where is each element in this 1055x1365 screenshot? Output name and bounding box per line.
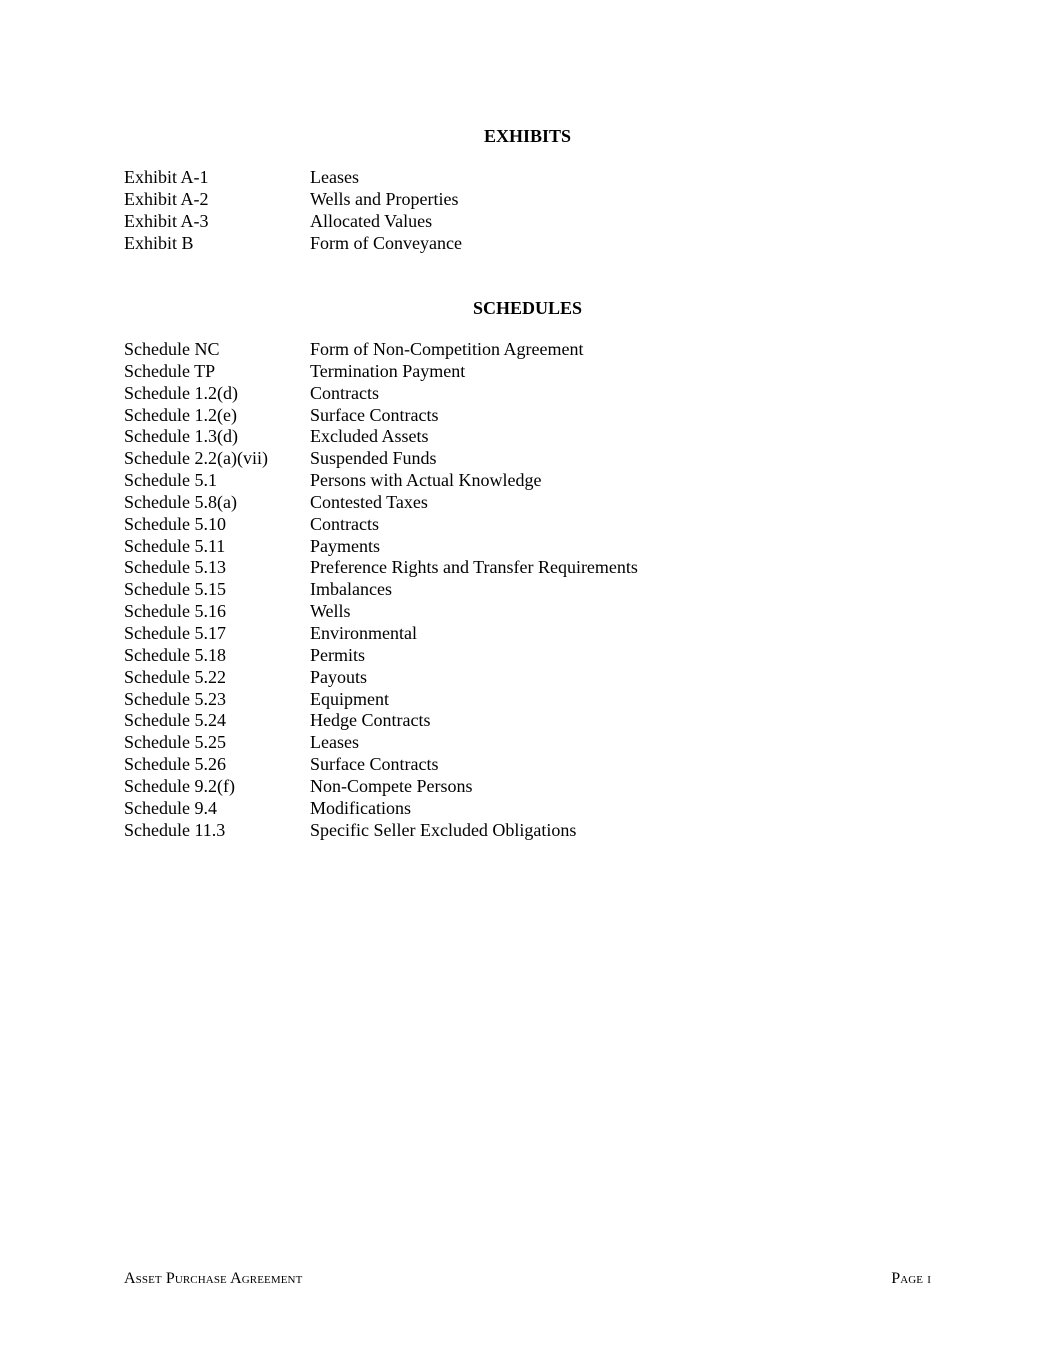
exhibit-entry-title: Wells and Properties — [310, 188, 459, 209]
schedule-entry-title: Termination Payment — [310, 360, 466, 381]
schedule-entry-id: Schedule 1.2(e) — [124, 404, 237, 425]
schedule-entry — [124, 623, 638, 645]
schedule-entry-id: Schedule 5.15 — [124, 579, 226, 600]
schedule-entry-title: Surface Contracts — [310, 754, 439, 775]
schedule-entry — [124, 514, 638, 536]
schedule-entry-id: Schedule 5.8(a) — [124, 491, 237, 512]
schedule-entry — [124, 448, 638, 470]
exhibit-entry-title: Form of Conveyance — [310, 232, 462, 253]
schedule-entry — [124, 339, 638, 361]
schedule-entry-id: Schedule 5.16 — [124, 601, 226, 622]
schedule-list — [124, 339, 638, 841]
schedule-entry — [124, 732, 638, 754]
schedule-entry-title: Leases — [310, 732, 359, 753]
exhibit-entry-id: Exhibit B — [124, 232, 194, 253]
schedule-entry-id: Schedule 2.2(a)(vii) — [124, 448, 268, 469]
schedule-entry-title: Non-Compete Persons — [310, 775, 473, 796]
schedule-entry — [124, 710, 638, 732]
exhibit-entry — [124, 189, 462, 211]
schedule-entry — [124, 645, 638, 667]
schedule-entry-id: Schedule NC — [124, 339, 220, 359]
schedule-entry-id: Schedule 5.18 — [124, 644, 226, 665]
exhibit-entry-title: Leases — [310, 167, 359, 187]
footer-page-number: Page i — [891, 1270, 931, 1287]
schedule-entry-title: Contracts — [310, 382, 379, 403]
exhibit-entry — [124, 211, 462, 233]
schedule-entry-title: Contracts — [310, 513, 379, 534]
schedule-entry-id: Schedule 5.13 — [124, 557, 226, 578]
exhibit-entry-title: Allocated Values — [310, 210, 433, 231]
exhibit-entry-id: Exhibit A-3 — [124, 210, 209, 231]
schedule-entry-id: Schedule 9.4 — [124, 797, 217, 818]
schedule-entry-title: Surface Contracts — [310, 404, 439, 425]
schedule-entry-title: Hedge Contracts — [310, 710, 431, 731]
schedule-entry — [124, 667, 638, 689]
schedule-entry — [124, 426, 638, 448]
schedule-entry-id: Schedule 5.26 — [124, 754, 226, 775]
exhibit-entry-id: Exhibit A-2 — [124, 188, 209, 209]
schedule-entry — [124, 536, 638, 558]
schedule-entry-title: Wells — [310, 601, 351, 622]
schedule-entry-title: Excluded Assets — [310, 426, 429, 447]
schedule-entry-title: Preference Rights and Transfer Requirements — [310, 557, 638, 578]
schedule-entry — [124, 557, 638, 579]
schedule-entry-title: Modifications — [310, 797, 411, 818]
schedule-entry-id: Schedule 5.23 — [124, 688, 226, 709]
schedule-entry — [124, 689, 638, 711]
schedule-entry — [124, 579, 638, 601]
schedule-entry — [124, 492, 638, 514]
schedule-entry-title: Environmental — [310, 622, 417, 643]
schedule-entry — [124, 405, 638, 427]
schedule-entry-id: Schedule 5.17 — [124, 622, 226, 643]
schedule-entry — [124, 601, 638, 623]
schedule-entry — [124, 361, 638, 383]
schedule-entry — [124, 798, 638, 820]
schedule-entry-title: Contested Taxes — [310, 491, 428, 512]
exhibits-heading: EXHIBITS — [483, 126, 572, 146]
schedule-entry-title: Payouts — [310, 666, 368, 687]
schedule-entry-id: Schedule 5.10 — [124, 513, 226, 534]
schedule-entry-title: Permits — [310, 644, 366, 665]
schedule-entry-title: Suspended Funds — [310, 448, 437, 469]
schedule-entry-id: Schedule 5.22 — [124, 666, 226, 687]
schedule-entry-id: Schedule 1.3(d) — [124, 426, 238, 447]
schedule-entry-id: Schedule 11.3 — [124, 819, 226, 840]
schedule-entry — [124, 754, 638, 776]
schedule-entry-id: Schedule 5.11 — [124, 535, 226, 556]
schedule-entry-id: Schedule 9.2(f) — [124, 775, 235, 796]
schedule-entry — [124, 470, 638, 492]
schedule-entry-id: Schedule 5.25 — [124, 732, 226, 753]
schedule-entry-title: Form of Non-Competition Agreement — [310, 339, 584, 359]
schedule-entry-id: Schedule TP — [124, 360, 216, 381]
schedule-entry-title: Payments — [310, 535, 380, 556]
schedule-entry-title: Specific Seller Excluded Obligations — [310, 819, 577, 840]
schedule-entry-title: Imbalances — [310, 579, 392, 600]
schedule-entry-id: Schedule 5.1 — [124, 470, 217, 491]
schedule-entry-id: Schedule 1.2(d) — [124, 382, 238, 403]
exhibit-entry — [124, 167, 462, 189]
schedule-entry-title: Persons with Actual Knowledge — [310, 470, 542, 491]
schedules-heading: SCHEDULES — [472, 298, 583, 318]
schedule-entry-id: Schedule 5.24 — [124, 710, 226, 731]
schedule-entry — [124, 776, 638, 798]
footer-document-title: Asset Purchase Agreement — [124, 1270, 303, 1287]
exhibit-list — [124, 167, 462, 254]
schedule-entry — [124, 383, 638, 405]
exhibit-entry — [124, 233, 462, 255]
schedule-entry-title: Equipment — [310, 688, 389, 709]
schedule-entry — [124, 820, 638, 842]
exhibit-entry-id: Exhibit A-1 — [124, 167, 209, 187]
